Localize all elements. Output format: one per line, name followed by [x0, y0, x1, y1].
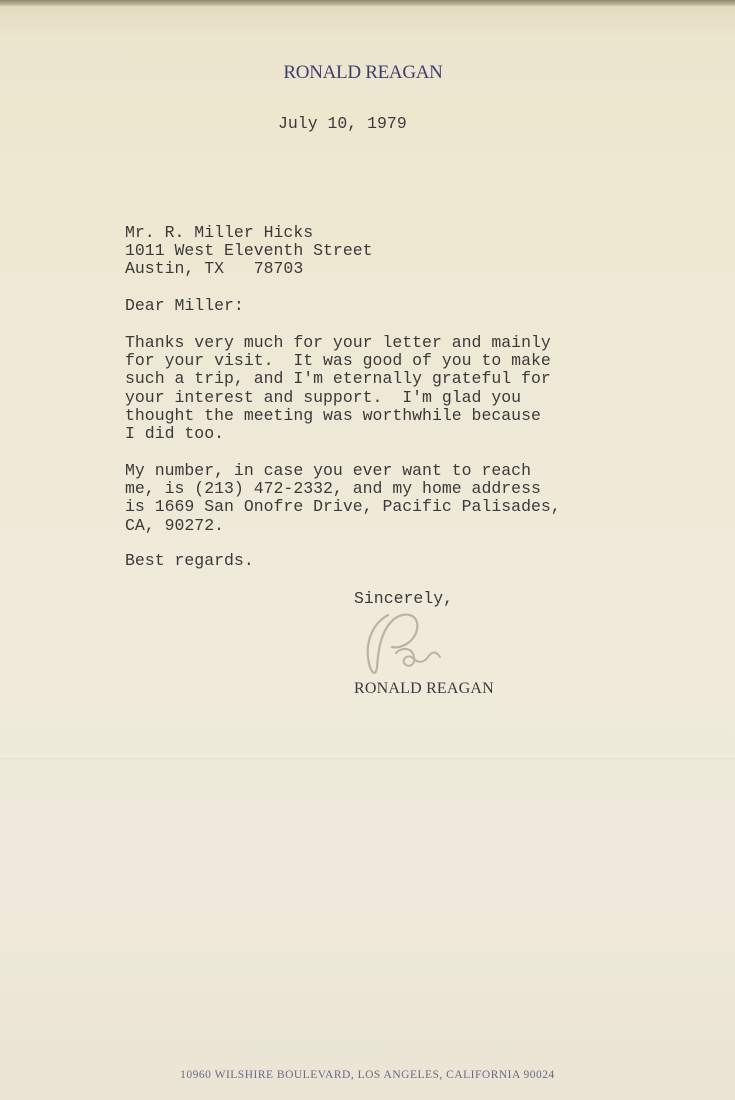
letterhead-footer-address: 10960 WILSHIRE BOULEVARD, LOS ANGELES, CALIFORNIA 90024 — [180, 1069, 555, 1081]
paragraph-line: is 1669 San Onofre Drive, Pacific Palisades, — [125, 497, 561, 517]
signoff: Sincerely, — [354, 589, 454, 608]
paragraph-line: Thanks very much for your letter and mainly — [125, 333, 551, 352]
recipient-address — [125, 224, 373, 279]
paragraph-line: My number, in case you ever want to reach — [125, 461, 531, 480]
signature-icon — [356, 607, 466, 679]
body-paragraph-2 — [125, 462, 561, 535]
recipient-street: 1011 West Eleventh Street — [125, 241, 373, 261]
closing-line: Best regards. — [125, 551, 254, 570]
paragraph-line: I did too. — [125, 424, 225, 444]
paragraph-line: me, is (213) 472-2332, and my home address — [125, 479, 541, 499]
recipient-city-line: Austin, TX 78703 — [125, 259, 304, 279]
letter-date: July 10, 1979 — [278, 114, 407, 133]
paper-top-edge — [0, 0, 735, 6]
paragraph-line: your interest and support. I'm glad you — [125, 387, 522, 407]
salutation: Dear Miller: — [125, 296, 244, 315]
paragraph-line: such a trip, and I'm eternally grateful for — [125, 369, 551, 389]
paper-fold-line — [0, 756, 735, 759]
recipient-name: Mr. R. Miller Hicks — [125, 223, 314, 242]
typed-signature-name: RONALD REAGAN — [354, 680, 494, 697]
paragraph-line: thought the meeting was worthwhile because — [125, 405, 541, 425]
body-paragraph-1 — [125, 334, 551, 443]
letterhead-name: RONALD REAGAN — [283, 62, 443, 83]
paragraph-line: CA, 90272. — [125, 515, 225, 535]
paragraph-line: for your visit. It was good of you to make — [125, 351, 551, 371]
